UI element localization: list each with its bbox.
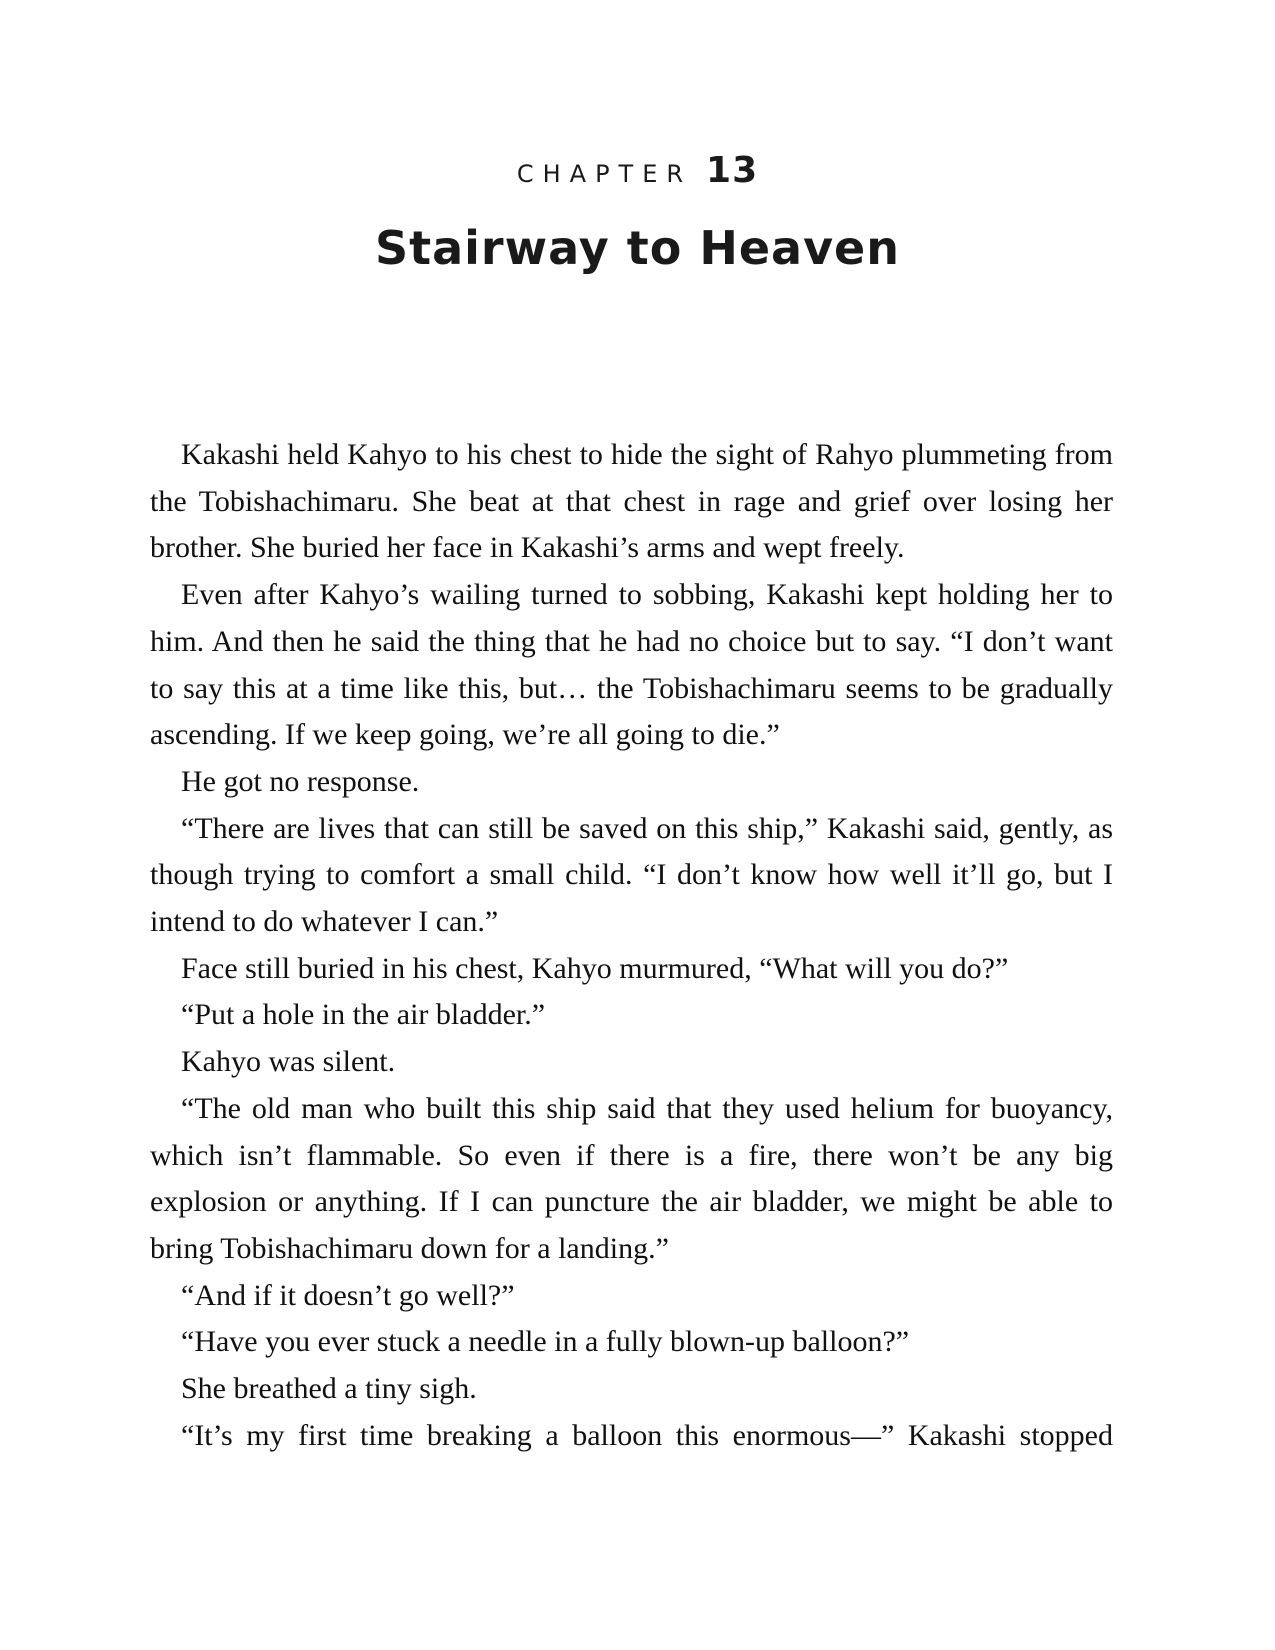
paragraph: She breathed a tiny sigh. <box>181 1372 477 1406</box>
chapter-label <box>517 150 758 191</box>
chapter-body <box>150 432 1113 1459</box>
paragraph: Kahyo was silent. <box>181 1045 396 1079</box>
paragraph: Kakashi held Kahyo to his chest to hide the sight of Rahyo plummeting from the Tobishachimaru. She beat at that chest in rage and grief over losing her brother. She buried her face in Kakashi’s arms and wept freely. <box>150 438 1113 565</box>
chapter-number: 13 <box>706 150 759 191</box>
paragraph: “There are lives that can still be saved on this ship,” Kakashi said, gently, as though trying to comfort a small child. “I don’t know how well it’ll go, but I intend to do whatever I can.” <box>150 811 1113 939</box>
paragraph: Face still buried in his chest, Kahyo murmured, “What will you do?” <box>181 951 1009 985</box>
paragraph: “Have you ever stuck a needle in a fully blown-up balloon?” <box>181 1325 910 1359</box>
paragraph: “It’s my first time breaking a balloon this enormous—” Kakashi stopped <box>181 1418 1113 1452</box>
paragraph: “And if it doesn’t go well?” <box>181 1278 515 1312</box>
paragraph: “Put a hole in the air bladder.” <box>181 998 546 1032</box>
chapter-label-word: CHAPTER <box>516 160 693 188</box>
chapter-title: Stairway to Heaven <box>374 221 900 275</box>
chapter-header <box>0 150 1275 275</box>
paragraph: He got no response. <box>181 764 420 798</box>
paragraph: Even after Kahyo’s wailing turned to sobbing, Kakashi kept holding her to him. And then he said the thing that he had no choice but to say. “I don’t want to say this at a time like this, but… the Tobishachimaru seems to be gradually ascending. If we keep going, we’re all going to die.” <box>150 578 1113 752</box>
paragraph: “The old man who built this ship said that they used helium for buoyancy, which isn’t flammable. So even if there is a fire, there won’t be any big explosion or anything. If I can puncture the air bladder, we might be able to bring Tobishachimaru down for a landing.” <box>150 1091 1113 1265</box>
